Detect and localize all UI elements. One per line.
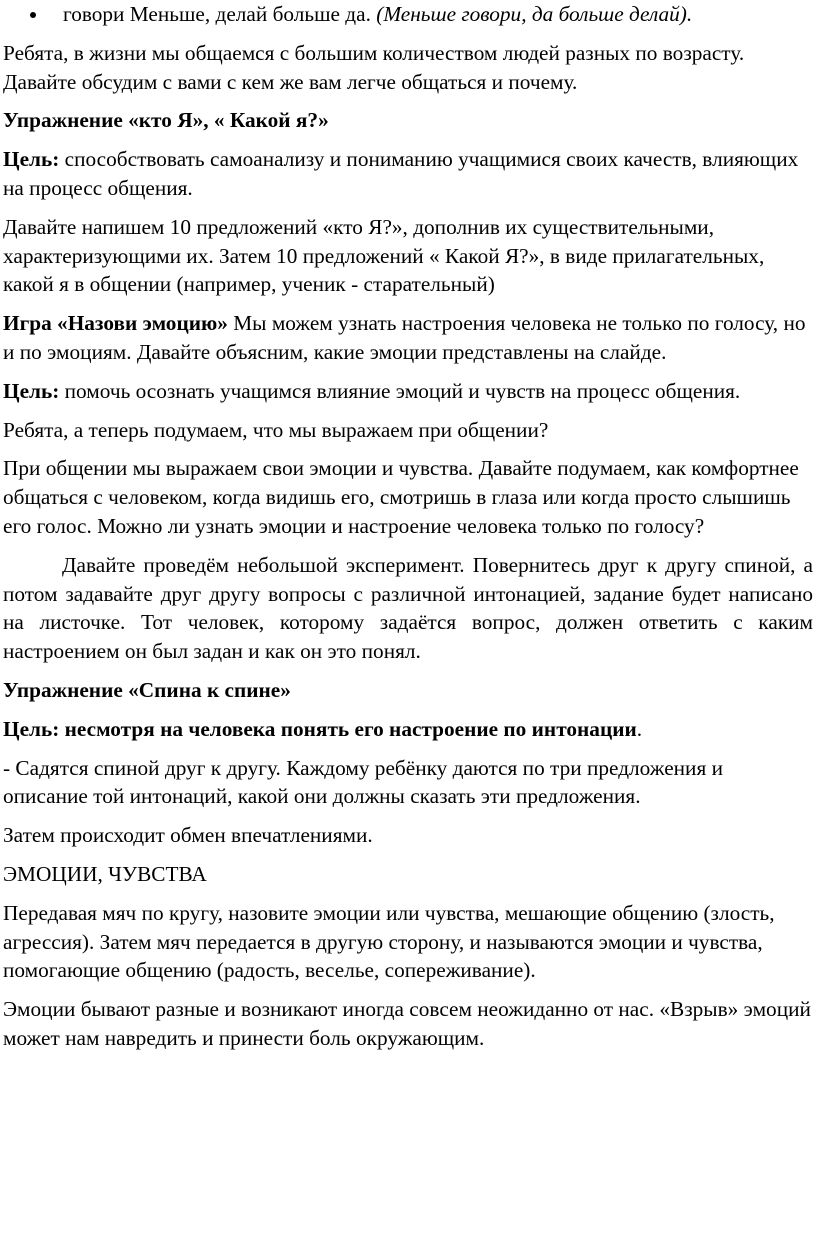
game-goal-text: помочь осознать учащимся влияние эмоций и чувств на процесс общения. [59, 378, 741, 403]
bullet-dot-icon [30, 12, 36, 18]
exercise1-goal [3, 145, 813, 203]
exercise1-goal-text: способствовать самоанализу и пониманию учащимися своих качеств, влияющих на процесс общения. [3, 147, 799, 200]
game-paragraph [3, 309, 813, 367]
intro-paragraph: Ребята, в жизни мы общаемся с большим количеством людей разных по возрасту. Давайте обсудим с вами с кем же вам легче общаться и почему. [3, 40, 745, 94]
exercise2-goal-text: Цель: несмотря на человека понять его настроение по интонации [3, 716, 637, 741]
document-body [3, 0, 813, 1063]
exercise1-instruction: Давайте напишем 10 предложений «кто Я?», дополнив их существительными, характеризующими их. Затем 10 предложений « Какой Я?», в виде прилагательных, какой я в общении (например, ученик - старательный) [3, 214, 765, 297]
exercise1-title [3, 106, 813, 135]
exercise1-title-text: Упражнение «кто Я», « Какой я?» [3, 108, 329, 133]
bullet-item [3, 0, 813, 29]
game-text: Мы можем узнать настроения человека не только по голосу, но и по эмоциям. Давайте объясним, какие эмоции представлены на слайде. [3, 311, 806, 364]
game-goal-label: Цель: [3, 378, 60, 403]
express-paragraph: При общении мы выражаем свои эмоции и чувства. Давайте подумаем, как комфортнее общаться с человеком, когда видишь его, смотришь в глаза или когда просто слышишь его голос. Можно ли узнать эмоции и настроение человека только по голосу? [3, 456, 799, 538]
exercise2-title [3, 676, 813, 705]
game-title: Игра «Назови эмоцию» [3, 311, 228, 336]
exercise1-goal-label: Цель: [3, 147, 60, 172]
exercise2-title-text: Упражнение «Спина к спине» [3, 677, 291, 702]
bullet-italic-text: (Меньше говори, да больше делай). [376, 2, 693, 26]
final-paragraph: Эмоции бывают разные и возникают иногда совсем неожиданно от нас. «Взрыв» эмоций может нам навредить и принести боль окружающим. [3, 997, 811, 1050]
exercise2-goal-end: . [636, 716, 643, 741]
ball-paragraph: Передавая мяч по кругу, назовите эмоции или чувства, мешающие общению (злость, агрессия). Затем мяч передается в другую сторону, и называются эмоции и чувства, помогающие общению (радость, веселье, сопереживание). [3, 900, 775, 983]
exercise2-goal [3, 715, 813, 744]
bullet-text: говори Меньше, делай больше да. [63, 2, 377, 26]
question-paragraph: Ребята, а теперь подумаем, что мы выражаем при общении? [3, 417, 549, 442]
experiment-paragraph: Давайте проведём небольшой эксперимент. Повернитесь друг к другу спиной, а потом задавайте друг другу вопросы с различной интонацией, задание будет написано на листочке. Тот человек, которому задаётся вопрос, должен ответить с каким настроением он был задан и как он это понял. [3, 552, 813, 664]
game-goal [3, 377, 813, 406]
section-heading: ЭМОЦИИ, ЧУВСТВА [3, 861, 207, 886]
exercise2-instruction: - Садятся спиной друг к другу. Каждому ребёнку даются по три предложения и описание той интонаций, какой они должны сказать эти предложения. [3, 755, 723, 809]
exercise2-exchange: Затем происходит обмен впечатлениями. [3, 823, 373, 848]
